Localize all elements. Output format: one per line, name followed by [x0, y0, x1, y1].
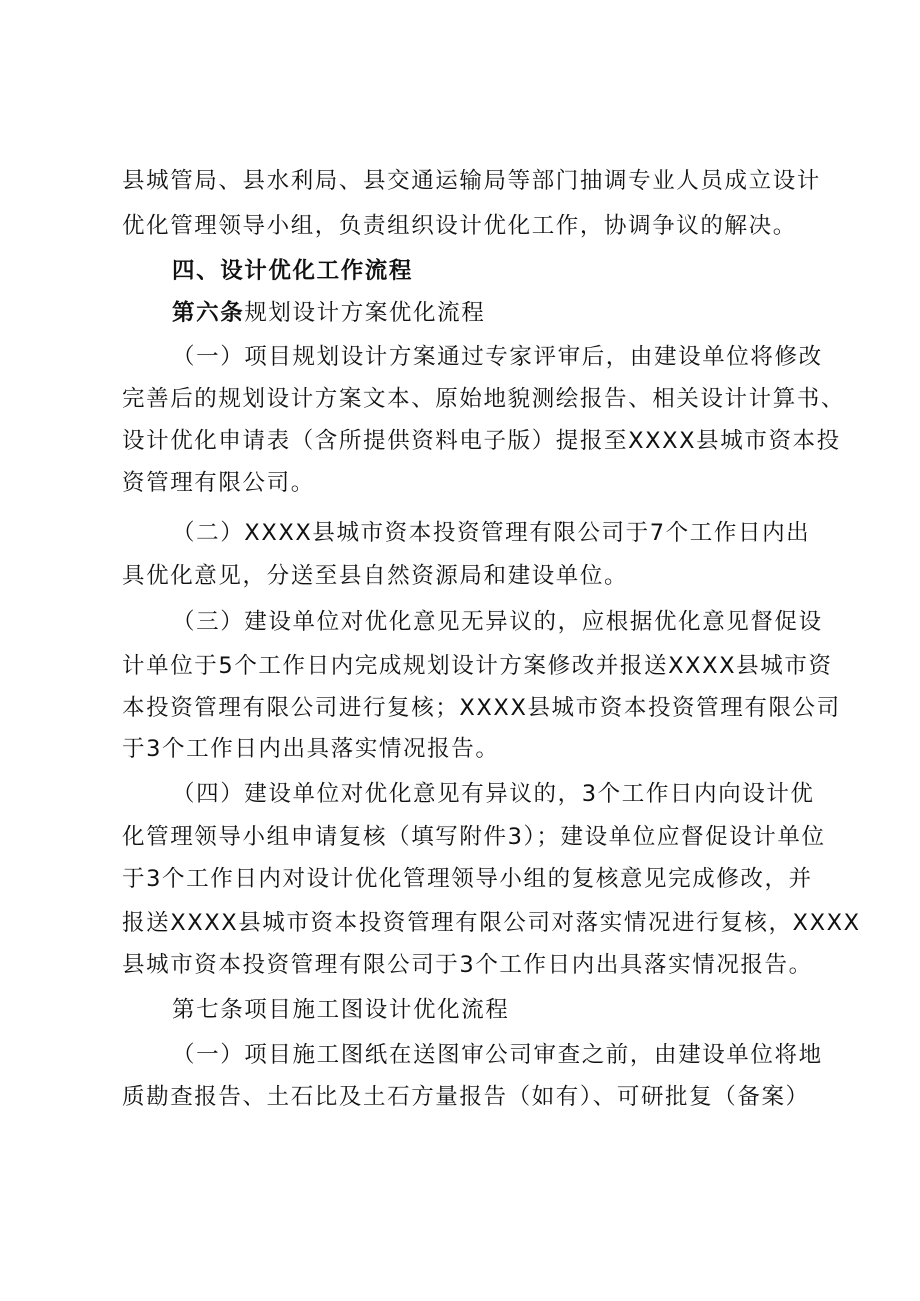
section-heading: 四、设计优化工作流程 — [172, 258, 414, 284]
body-line-1: 县城管局、县水利局、县交通运输局等部门抽调专业人员成立设计 — [122, 168, 821, 194]
body-line-2: 优化管理领导小组，负责组织设计优化工作，协调争议的解决。 — [122, 213, 797, 239]
body-line-11: （三）建设单位对优化意见无异议的，应根据优化意见督促设 — [172, 609, 823, 635]
article-6-heading — [172, 298, 485, 328]
body-line-14: 于3个工作日内出具落实情况报告。 — [122, 736, 500, 762]
body-line-8: 资管理有限公司。 — [122, 470, 315, 496]
body-line-22: 质勘查报告、土石比及土石方量报告（如有）、可研批复（备案） — [122, 1084, 810, 1110]
article-6-label: 第六条 — [172, 300, 245, 326]
body-line-10: 具优化意见，分送至县自然资源局和建设单位。 — [122, 563, 629, 589]
article-7-heading: 第七条项目施工图设计优化流程 — [172, 997, 510, 1023]
body-line-7: 设计优化申请表（含所提供资料电子版）提报至XXXX县城市资本投 — [122, 428, 841, 454]
body-line-5: （一）项目规划设计方案通过专家评审后，由建设单位将修改 — [172, 344, 823, 370]
body-line-13: 本投资管理有限公司进行复核；XXXX县城市资本投资管理有限公司 — [122, 695, 841, 721]
article-6-title: 规划设计方案优化流程 — [244, 300, 486, 326]
body-line-12: 计单位于5个工作日内完成规划设计方案修改并报送XXXX县城市资 — [122, 653, 833, 679]
body-line-21: （一）项目施工图纸在送图审公司审查之前，由建设单位将地 — [172, 1042, 823, 1068]
body-line-17: 于3个工作日内对设计优化管理领导小组的复核意见完成修改，并 — [122, 866, 813, 892]
body-line-6: 完善后的规划设计方案文本、原始地貌测绘报告、相关设计计算书、 — [122, 386, 846, 412]
body-line-18: 报送XXXX县城市资本投资管理有限公司对落实情况进行复核，XXXX — [122, 910, 861, 936]
body-line-15: （四）建设单位对优化意见有异议的，3个工作日内向设计优 — [172, 781, 815, 807]
body-line-19: 县城市资本投资管理有限公司于3个工作日内出具落实情况报告。 — [122, 952, 813, 978]
body-line-9: （二）XXXX县城市资本投资管理有限公司于7个工作日内出 — [172, 520, 811, 546]
body-line-16: 化管理领导小组申请复核（填写附件3）；建设单位应督促设计单位 — [122, 824, 826, 850]
